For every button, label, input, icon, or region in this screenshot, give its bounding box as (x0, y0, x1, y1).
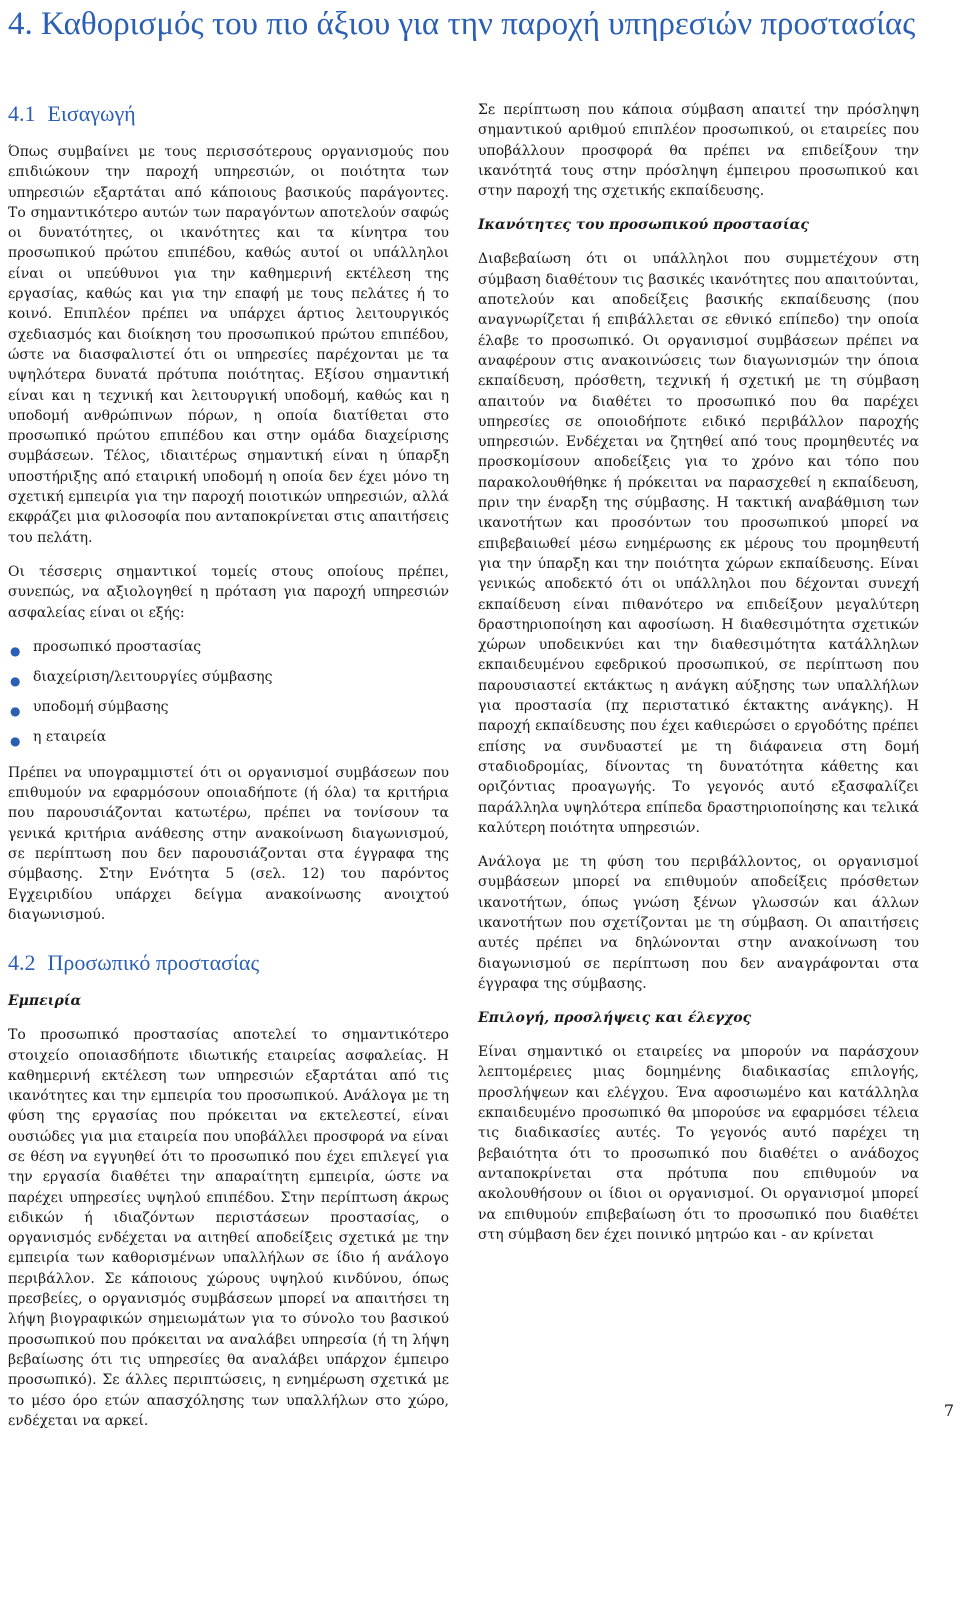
skills-paragraph: Διαβεβαίωση ότι οι υπάλληλοι που συμμετέχουν στη σύμβαση διαθέτουν τις βασικές ικανότητες που απαιτούνται, αποτελούν και αποδείξεις βασικής εκπαίδευσης (που αναγνωρίζεται ή επιβάλλεται σε εθνικό επίπεδο) την οποία έλαβε το προσωπικό. Οι οργανισμοί συμβάσεων πρέπει να αναφέρουν στις ανακοινώσεις των διαγωνισμών την όποια εκπαίδευση, πρόσθετη, τεχνική ή σχετική με τη σύμβαση απαιτούν να διαθέτει το προσωπικό που θα παρέχει υπηρεσίες σε οποιοδήποτε ειδικό περιβάλλον παροχής υπηρεσιών. Ενδέχεται να ζητηθεί από τους προμηθευτές να προσκομίσουν αποδείξεις για το χρόνο και τόπο που παρακολουθήθηκε ή πρόκειται να παρασχεθεί η εκπαίδευση, πριν την έναρξη της σύμβασης. Η τακτική αναβάθμιση των ικανοτήτων και προσόντων του προσωπικού μπορεί να επιβεβαιωθεί μέσω ενημέρωσης εκ μέρους του προμηθευτή για την ύπαρξη και την ποιότητα χώρων εκπαίδευσης. Είναι γενικώς αποδεκτό ότι οι υπάλληλοι που δέχονται συνεχή εκπαίδευση είναι πιθανότερο να επιδείξουν μεγαλύτερη δραστηριοποίηση και αφοσίωση. Η διαθεσιμότητα σχετικών χώρων υποδεικνύει και την διαθεσιμότητα κατάλληλων εκπαιδευμένου εφεδρικού προσωπικού, σε περίπτωση που παρουσιαστεί εκτάκτως η ανάγκη αύξησης των υπαλλήλων για προστασία (πχ περιστατικό έκτακτης ανάγκης). Η παροχή εκπαίδευσης που έχει καθιερώσει ο εργοδότης πρέπει επίσης να συνδυαστεί με τη διάφανεια στη δομή σταδιοδρομίας, δίνοντας τη δυνατότητα κάθετης και οριζόντιας προαγωγής. Το γεγονός αυτό εξασφαλίζει παράλληλα υψηλότερα επίπεδα δραστηριοποίησης και τελικά καλύτερη ποιότητα υπηρεσιών. (478, 251, 919, 836)
section-4-2-heading (8, 947, 449, 979)
section-4-1-heading (8, 98, 449, 130)
section-title: Προσωπικό προστασίας (47, 950, 260, 976)
section-title: Εισαγωγή (47, 101, 136, 126)
right-column (478, 100, 919, 1259)
criteria-paragraph: Πρέπει να υπογραμμιστεί ότι οι οργανισμοί συμβάσεων που επιθυμούν να εφαρμόσουν οποιαδήποτε (ή όλα) τα κριτήρια που παρουσιάζονται κατωτέρω, πρέπει να τονίσουν τα γενικά κριτήρια ανάθεσης στην ανακοίνωση διαγωνισμού, σε περίπτωση που δεν παρουσιάζονται στα έγγραφα της σύμβασης. Στην Ενότητα 5 (σελ. 12) του παρόντος Εγχειριδίου υπάρχει δείγμα ανακοίνωσης ανοιχτού διαγωνισμού. (8, 764, 449, 923)
page-number: 7 (943, 1401, 954, 1420)
intro-paragraph: Όπως συμβαίνει με τους περισσότερους οργανισμούς που επιδιώκουν την παροχή υπηρεσιών, οι ποιότητα των υπηρεσιών εξαρτάται από κάποιους βασικούς παράγοντες. Το σημαντικότερο αυτών των παραγόντων αποτελούν σαφώς οι δυνατότητες, οι ικανότητες και τα κίνητρα του προσωπικού πρώτου επιπέδου, καθώς αυτοί οι υπάλληλοι είναι οι υπεύθυνοι για την καθημερινή εκτέλεση της εργασίας, καθώς και για την επαφή με τους πελάτες ή το κοινό. Επιπλέον πρέπει να υπάρχει άρτιος λειτουργικός σχεδιασμός και διοίκηση του προσωπικού πρώτου επιπέδου, ώστε να διασφαλιστεί ότι οι υπηρεσίες παρέχονται με τα υψηλότερα δυνατά πρότυπα ποιότητας. Εξίσου σημαντική είναι και η τεχνική και λειτουργική υποδομή, καθώς και η υποδομή ανθρώπινων πόρων, η οποία διατίθεται στο προσωπικό πρώτου επιπέδου και στην ομάδα διαχείρισης συμβάσεων. Τέλος, ιδιαιτέρως σημαντική είναι η ύπαρξη υποστήριξης από εταιρική υποδομή η οποία δεν έχει μόνο τη σχετική εμπειρία για την παροχή ποιοτικών υπηρεσιών, αλλά εκφράζει μια φιλοσοφία που ανταποκρίνεται στις απαιτήσεις του πελάτη. (8, 144, 449, 546)
areas-paragraph: Οι τέσσερις σημαντικοί τομείς στους οποίους πρέπει, συνεπώς, να αξιολογηθεί η πρόταση για παροχή υπηρεσιών ασφαλείας είναι οι εξής: (8, 563, 449, 621)
subheading-selection: Επιλογή, προσλήψεις και έλεγχος (478, 1010, 752, 1027)
list-item (8, 637, 449, 657)
subheading-experience: Εμπειρία (8, 993, 82, 1010)
list-item (8, 697, 449, 717)
areas-list (8, 637, 449, 747)
experience-paragraph: Το προσωπικό προστασίας αποτελεί το σημαντικότερο στοιχείο οποιασδήποτε ιδιωτικής εταιρείας ασφαλείας. Η καθημερινή εκτέλεση των υπηρεσιών εξαρτάται από τις ικανότητες και την εμπειρία του προσωπικού. Ανάλογα με τη φύση της εργασίας που πρόκειται να εκτελεστεί, είναι ουσιώδες για μια εταιρεία που υποβάλλει προσφορά να είναι σε θέση να εγγυηθεί ότι το προσωπικό που έχει επιλεγεί για την εργασία διαθέτει την απαραίτητη εμπειρία, ώστε να παρέχει υπηρεσίες υψηλού επιπέδου. Στην περίπτωση άκρως ειδικών ή ιδιαζόντων περιστάσεων προστασίας, ο οργανισμός ενδέχεται να αιτηθεί αποδείξεις σχετικά με την εμπειρία των καθορισμένων υπαλλήλων σε ίδιο ή ανάλογο περιβάλλον. Σε κάποιους χώρους υψηλού κινδύνου, όπως πρεσβείες, ο οργανισμός συμβάσεων μπορεί να απαιτήσει τη λήψη βιογραφικών σημειωμάτων για το σύνολο του βασικού προσωπικού που πρόκειται να αναλάβει υπηρεσία (ή τη λήψη βεβαίωσης ότι τις υπηρεσίες θα αναλάβει υπάρχον έμπειρο προσωπικό). Σε άλλες περιπτώσεις, η ενημέρωση σχετικά με το μέσο όρο ετών απασχόλησης των υπαλλήλων στο χώρο, ενδέχεται να αρκεί. (8, 1027, 449, 1429)
languages-paragraph: Ανάλογα με τη φύση του περιβάλλοντος, οι οργανισμοί συμβάσεων μπορεί να επιθυμούν αποδείξεις πρόσθετων ικανοτήτων, όπως γνώση ξένων γλωσσών και άλλων ικανοτήτων που σχετίζονται με τη σύμβαση. Οι απαιτήσεις αυτές πρέπει να δηλώνονται στην ανακοίνωση του διαγωνισμού σε περίπτωση που δεν αναγράφονται στα έγγραφα της σύμβασης. (478, 854, 919, 992)
left-column (8, 98, 449, 1624)
bullet-icon: ● (10, 733, 21, 748)
section-number: 4.2 (8, 950, 36, 976)
list-item (8, 727, 449, 747)
subheading-skills: Ικανότητες του προσωπικού προστασίας (478, 217, 809, 234)
selection-paragraph: Είναι σημαντικό οι εταιρείες να μπορούν να παράσχουν λεπτομέρειες μιας δομημένης διαδικασίας επιλογής, προσλήψεων και ελέγχου. Ένα αφοσιωμένο και κατάλληλα εκπαιδευμένο προσωπικό θα μπορούσε να εφαρμόσει τέλεια τις διαδικασίες αυτές. Το γεγονός αυτό παρέχει τη βεβαιότητα ότι το προσωπικό που διαθέτει ο ανάδοχος ανταποκρίνεται στα πρότυπα που επιθυμούν να ακολουθήσουν οι ίδιοι οι οργανισμοί. Οι οργανισμοί μπορεί να επιθυμούν επιβεβαίωση ότι το προσωπικό που διαθέτει στη σύμβαση δεν έχει ποινικό μητρώο και - αν κρίνεται (478, 1044, 919, 1243)
page-title: 4. Καθορισμός του πιο άξιου για την παροχή υπηρεσιών προστασίας (8, 6, 916, 42)
list-item-text: η εταιρεία (33, 728, 107, 745)
bullet-icon: ● (10, 643, 21, 658)
bullet-icon: ● (10, 673, 21, 688)
list-item-text: διαχείριση/λειτουργίες σύμβασης (33, 668, 273, 685)
list-item-text: προσωπικό προστασίας (33, 638, 202, 655)
list-item-text: υποδομή σύμβασης (33, 698, 169, 715)
list-item (8, 667, 449, 687)
staffing-paragraph: Σε περίπτωση που κάποια σύμβαση απαιτεί την πρόσληψη σημαντικού αριθμού επιπλέον προσωπικού, οι εταιρείες που υποβάλλουν προσφορά θα πρέπει να επιδείξουν την ικανότητά τους στην πρόσληψη έμπειρου προσωπικού και στην παροχή της σχετικής εκπαίδευσης. (478, 102, 919, 200)
section-number: 4.1 (8, 101, 36, 126)
bullet-icon: ● (10, 703, 21, 718)
